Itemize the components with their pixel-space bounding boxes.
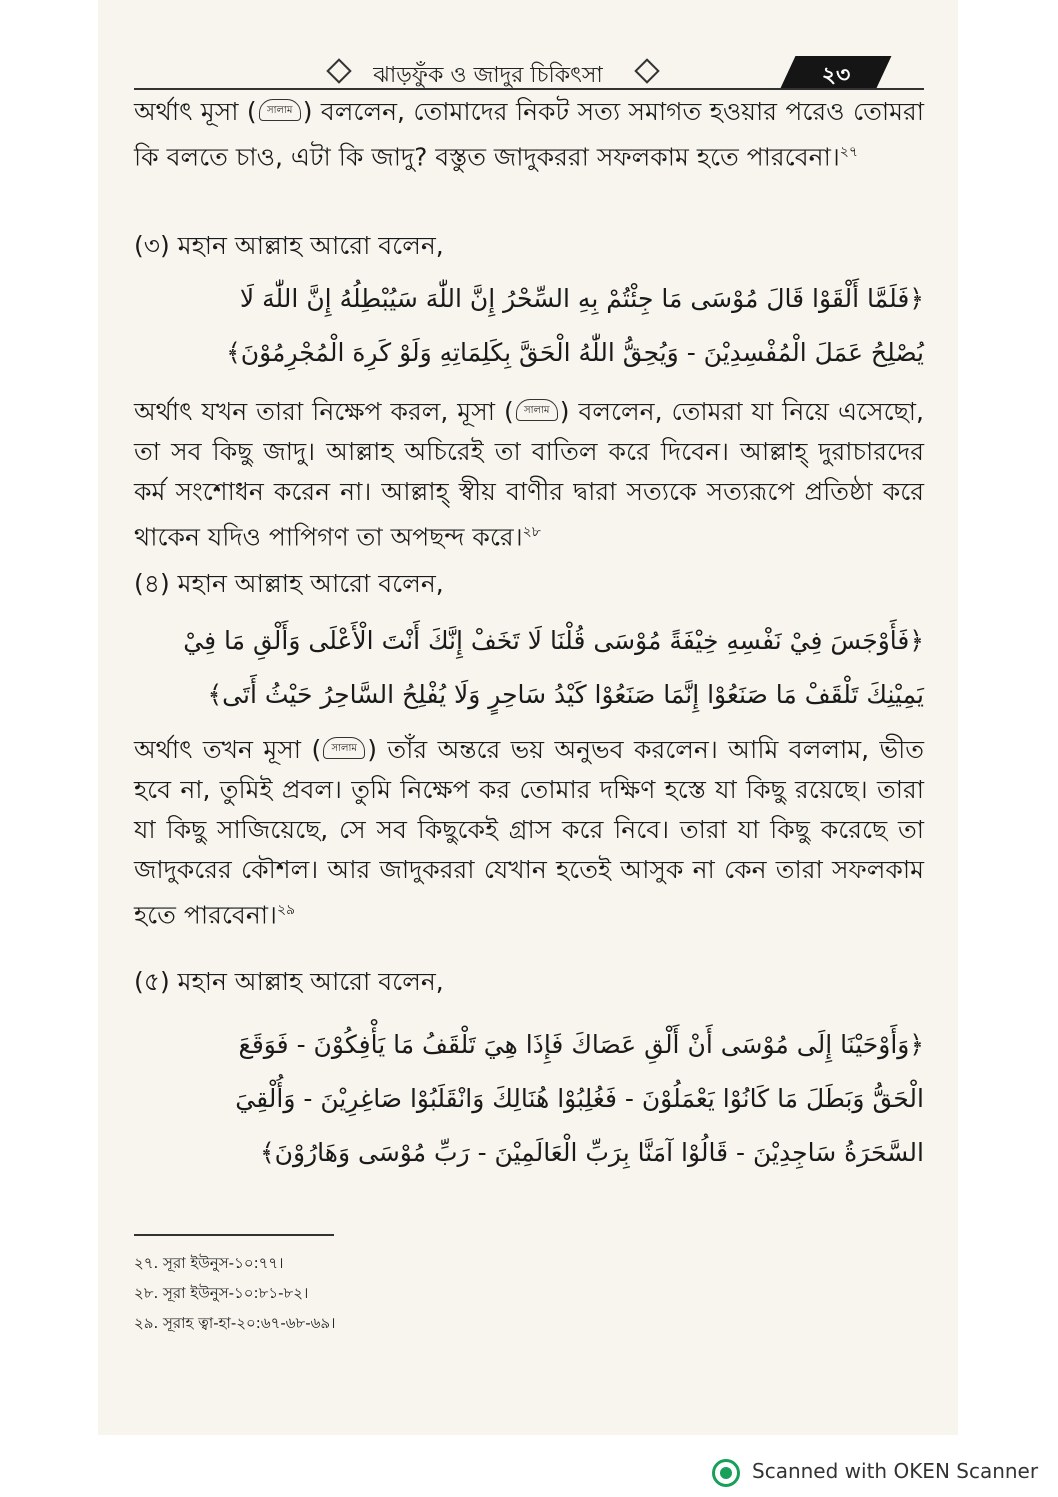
translation-text: অর্থাৎ মূসা ( সালাম ) বললেন, তোমাদের নিকট সত্য সমাগত হওয়ার পরেও তোমরা কি বলতে চাও, এটা কি জাদু? বস্তুত জাদুকররা সফলকাম হতে পারবেনা।$^{২৭}$ xyxy=(134,97,925,172)
footnote-ref: ২৭ xyxy=(839,144,858,160)
footnotes xyxy=(134,1248,734,1338)
section-heading: (৪) মহান আল্লাহ আরো বলেন, xyxy=(134,569,444,598)
arabic-verse-4 xyxy=(134,614,924,722)
arabic-line: ﴿فَلَمَّا أَلْقَوْا قَالَ مُوْسَى مَا جِئْتُمْ بِهِ السِّحْرُ إِنَّ اللّٰهَ سَيُبْطِلُهُ إِنَّ اللّٰهَ لَا xyxy=(239,284,924,313)
section-heading: (৩) মহান আল্লাহ আরো বলেন, xyxy=(134,231,444,260)
footnote-divider xyxy=(134,1234,334,1236)
arabic-verse-5 xyxy=(134,1018,924,1180)
page-number: ২৩ xyxy=(821,63,851,88)
section-heading: (৫) মহান আল্লাহ আরো বলেন, xyxy=(134,967,444,996)
footnote: ২৯. সূরাহ ত্বা-হা-২০:৬৭-৬৮-৬৯। xyxy=(134,1314,336,1332)
running-header xyxy=(98,50,958,90)
arabic-line: يُصْلِحُ عَمَلَ الْمُفْسِدِيْنَ - وَيُحِقُّ اللّٰهُ الْحَقَّ بِكَلِمَاتِهِ وَلَوْ كَرِهَ الْمُجْرِمُوْنَ﴾ xyxy=(226,338,924,367)
footnote-ref: ২৯ xyxy=(276,902,296,918)
translation-4 xyxy=(134,730,924,935)
arabic-line: يَمِيْنِكَ تَلْقَفْ مَا صَنَعُوْا إِنَّمَا صَنَعُوْا كَيْدُ سَاحِرٍ وَلَا يُفْلِحُ السَّاحِرُ حَيْثُ أَتَى﴾ xyxy=(207,680,924,709)
scanner-watermark xyxy=(712,1455,1042,1489)
translation-text: অর্থাৎ যখন তারা নিক্ষেপ করল, মূসা ( সালাম ) বললেন, তোমরা যা নিয়ে এসেছো, তা সব কিছু জাদু। আল্লাহ অচিরেই তা বাতিল করে দিবেন। আল্লাহ্ দুরাচারদের কর্ম সংশোধন করেন না। আল্লাহ্ স্বীয় বাণীর দ্বারা সত্যকে সত্যরূপে প্রতিষ্ঠা করে থাকেন যদিও পাপিগণ তা অপছন্দ করে।$^{২৮}$ xyxy=(134,397,924,552)
translation-3 xyxy=(134,392,924,557)
scanner-label: Scanned with OKEN Scanner xyxy=(752,1459,1039,1483)
oken-logo-icon xyxy=(712,1459,740,1487)
paragraph-intro xyxy=(134,92,924,177)
salam-honorific-icon: সালাম xyxy=(516,399,558,421)
footnote: ২৭. সূরা ইউনুস-১০:৭৭। xyxy=(134,1254,284,1272)
arabic-line: ﴿وَأَوْحَيْنَا إِلَى مُوْسَى أَنْ أَلْقِ عَصَاكَ فَإِذَا هِيَ تَلْقَفُ مَا يَأْفِكُوْنَ - فَوَقَعَ xyxy=(238,1030,924,1059)
section-3 xyxy=(134,226,924,266)
section-5 xyxy=(134,962,924,1002)
book-title: ঝাড়ফুঁক ও জাদুর চিকিৎসা xyxy=(373,63,603,88)
arabic-line: السَّحَرَةُ سَاجِدِيْنَ - قَالُوْا آمَنَّا بِرَبِّ الْعَالَمِيْنَ - رَبِّ مُوْسَى وَهَارُوْنَ﴾ xyxy=(260,1138,924,1167)
footnote: ২৮. সূরা ইউনুস-১০:৮১-৮২। xyxy=(134,1284,309,1302)
footnote-ref: ২৮ xyxy=(522,524,541,540)
header-divider xyxy=(134,88,924,90)
arabic-verse-3 xyxy=(134,272,924,380)
book-page xyxy=(98,0,958,1435)
translation-text: অর্থাৎ তখন মূসা ( সালাম ) তাঁর অন্তরে ভয় অনুভব করলেন। আমি বললাম, ভীত হবে না, তুমিই প্রবল। তুমি নিক্ষেপ কর তোমার দক্ষিণ হস্তে যা কিছু রয়েছে। তারা যা কিছু সাজিয়েছে, সে সব কিছুকেই গ্রাস করে নিবে। তারা যা কিছু করেছে তা জাদুকরের কৌশল। আর জাদুকররা যেখান হতেই আসুক না কেন তারা সফলকাম হতে পারবেনা।$^{২৯}$ xyxy=(134,735,924,930)
arabic-line: الْحَقُّ وَبَطَلَ مَا كَانُوْا يَعْمَلُوْنَ - فَغُلِبُوْا هُنَالِكَ وَانْقَلَبُوْا صَاغِرِيْنَ - وَأُلْقِيَ xyxy=(235,1084,924,1113)
salam-honorific-icon: সালাম xyxy=(259,99,301,121)
section-4 xyxy=(134,564,924,604)
arabic-line: ﴿فَأَوْجَسَ فِيْ نَفْسِهِ خِيْفَةً مُوْسَى قُلْنَا لَا تَخَفْ إِنَّكَ أَنْتَ الْأَعْلَى وَأَلْقِ مَا فِيْ xyxy=(183,626,924,655)
salam-honorific-icon: সালাম xyxy=(323,737,365,759)
